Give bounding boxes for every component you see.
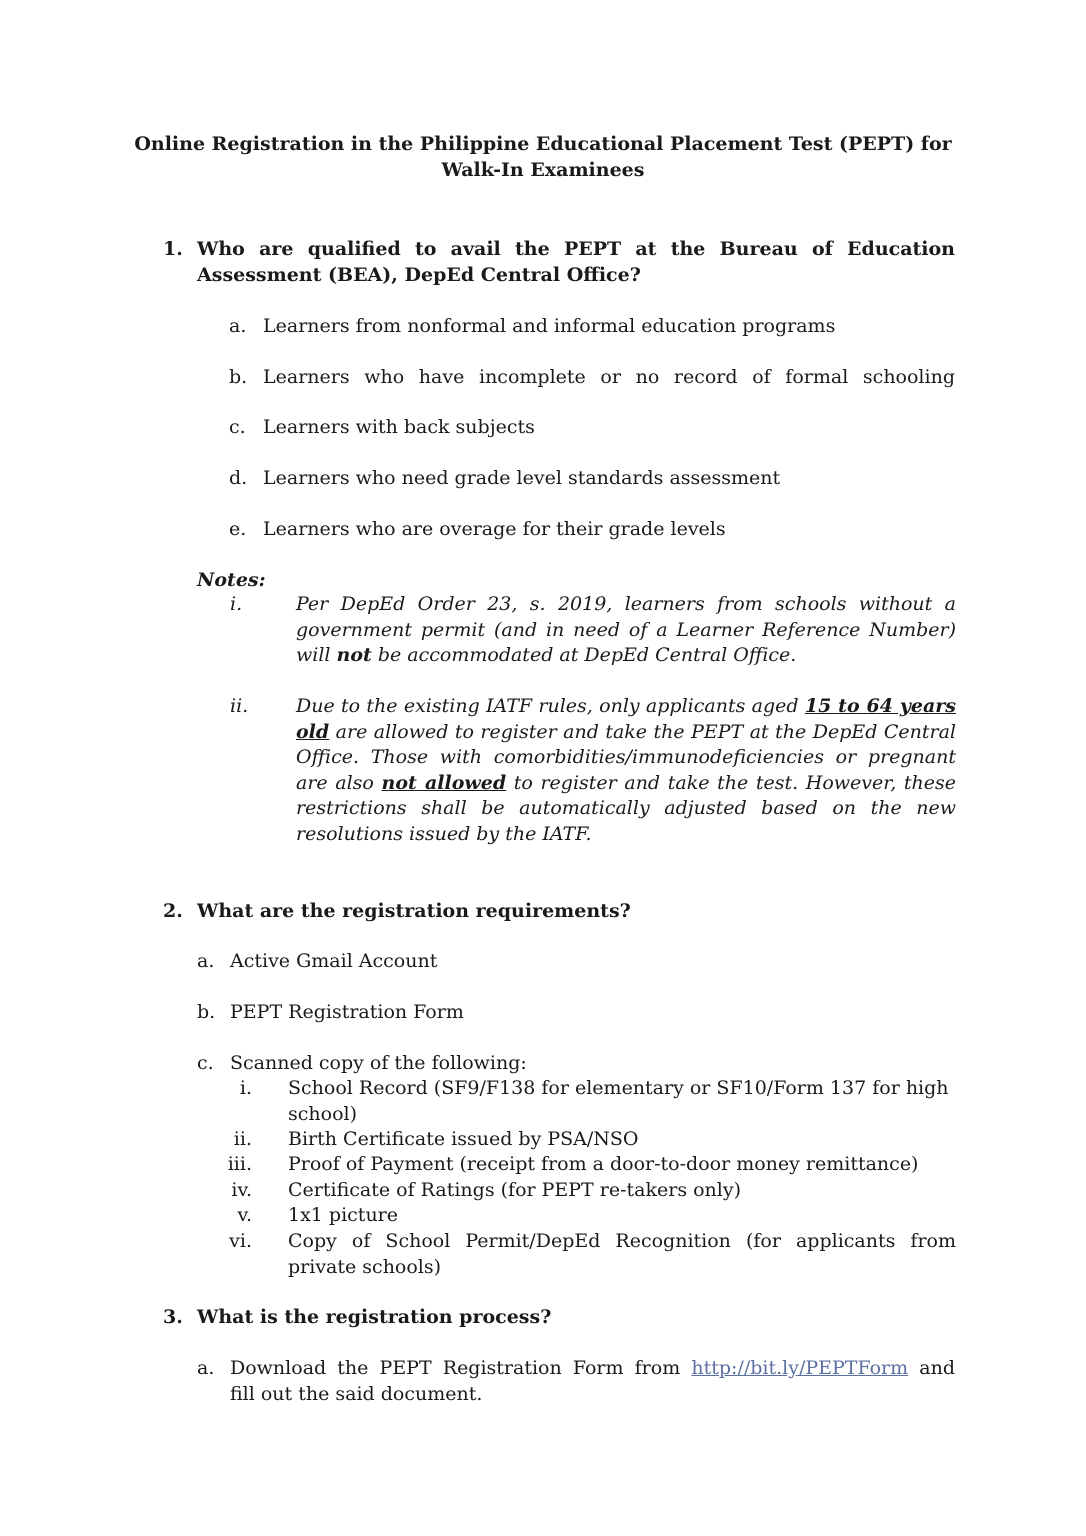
sub-list-marker: v. — [237, 1204, 252, 1226]
list-item-text: Learners with back subjects — [263, 416, 535, 438]
list-item-text — [230, 1355, 955, 1407]
sub-list-marker: iii. — [227, 1153, 252, 1175]
list-item-text: Learners from nonformal and informal education programs — [263, 315, 836, 337]
note-marker: i. — [230, 593, 243, 615]
note-emphasis: not allowed — [381, 771, 507, 794]
list-item-text-part: Download the PEPT Registration Form from — [230, 1357, 692, 1379]
list-marker: a. — [197, 950, 215, 972]
sub-list-line: private schools) — [288, 1255, 442, 1278]
list-item-text: PEPT Registration Form — [230, 1001, 464, 1023]
question-line-2: Assessment (BEA), DepEd Central Office? — [197, 264, 641, 286]
list-item-text-part: and — [908, 1357, 955, 1379]
notes-label: Notes: — [197, 569, 266, 591]
list-item-line — [230, 1355, 955, 1381]
list-marker: c. — [197, 1052, 214, 1074]
sub-list-line: Birth Certificate issued by PSA/NSO — [288, 1128, 639, 1150]
list-marker: a. — [197, 1357, 215, 1379]
pept-form-link[interactable]: http://bit.ly/PEPTForm — [691, 1357, 909, 1379]
list-item-text: Learners who have incomplete or no record of formal schooling — [263, 366, 955, 388]
sub-list-line: 1x1 picture — [288, 1204, 399, 1226]
note-emphasis: 15 to 64 years old — [296, 695, 956, 743]
sub-list-line: Certificate of Ratings (for PEPT re-takers only) — [288, 1179, 742, 1201]
list-marker: b. — [229, 366, 248, 388]
sub-list-text — [288, 1076, 956, 1127]
sub-list-marker: i. — [239, 1077, 252, 1099]
question-text: What are the registration requirements? — [197, 900, 631, 922]
sub-list-marker: ii. — [233, 1128, 252, 1150]
question-text — [197, 236, 955, 288]
list-marker: d. — [229, 467, 248, 489]
sub-list-marker: iv. — [231, 1179, 252, 1201]
page-title — [130, 131, 956, 183]
note-text-part: to register and take the test. However, these restrictions shall be automatically adjusted based on the new resolutions issued by the IATF. — [296, 771, 957, 845]
list-marker: a. — [229, 315, 247, 337]
note-emphasis: not — [336, 644, 372, 666]
sub-list-line: school) — [288, 1102, 357, 1125]
title-line-1: Online Registration in the Philippine Educational Placement Test (PEPT) for — [134, 133, 952, 155]
list-marker: c. — [229, 416, 246, 438]
list-marker: b. — [197, 1001, 216, 1023]
sub-list-text — [288, 1229, 956, 1280]
note-marker: ii. — [230, 695, 249, 717]
question-number: 1. — [163, 238, 183, 260]
list-item-text: Learners who need grade level standards assessment — [263, 467, 781, 489]
sub-list-marker: vi. — [229, 1230, 252, 1252]
question-line-1: Who are qualified to avail the PEPT at the Bureau of Education — [197, 238, 955, 260]
note-text-part: Due to the existing IATF rules, only applicants aged — [296, 695, 805, 717]
note-text — [296, 694, 956, 847]
list-item-text: Scanned copy of the following: — [230, 1052, 527, 1074]
sub-list-line: School Record (SF9/F138 for elementary or SF10/Form 137 for high — [288, 1077, 949, 1099]
note-text-part: Per DepEd Order 23, s. 2019, learners from schools without a government permit (and in need of a Learner Reference Number) will — [296, 593, 956, 666]
sub-list-line: Proof of Payment (receipt from a door-to-door money remittance) — [288, 1153, 919, 1175]
note-text-part: be accommodated at DepEd Central Office. — [371, 644, 797, 666]
list-marker: e. — [229, 518, 247, 540]
list-item-text: Active Gmail Account — [230, 950, 438, 972]
note-text — [296, 592, 956, 669]
question-number: 2. — [163, 900, 183, 922]
list-item-text: Learners who are overage for their grade levels — [263, 518, 726, 540]
list-item-line: fill out the said document. — [230, 1383, 483, 1405]
question-text: What is the registration process? — [197, 1306, 552, 1328]
note-text-part: are allowed to register and take the PEPT at the DepEd Central Office. Those with comorbidities/immunodeficiencies or pregnant are also — [296, 720, 956, 794]
sub-list-line: Copy of School Permit/DepEd Recognition (for applicants from — [288, 1230, 956, 1252]
question-number: 3. — [163, 1306, 183, 1328]
title-line-2: Walk-In Examinees — [441, 159, 645, 181]
